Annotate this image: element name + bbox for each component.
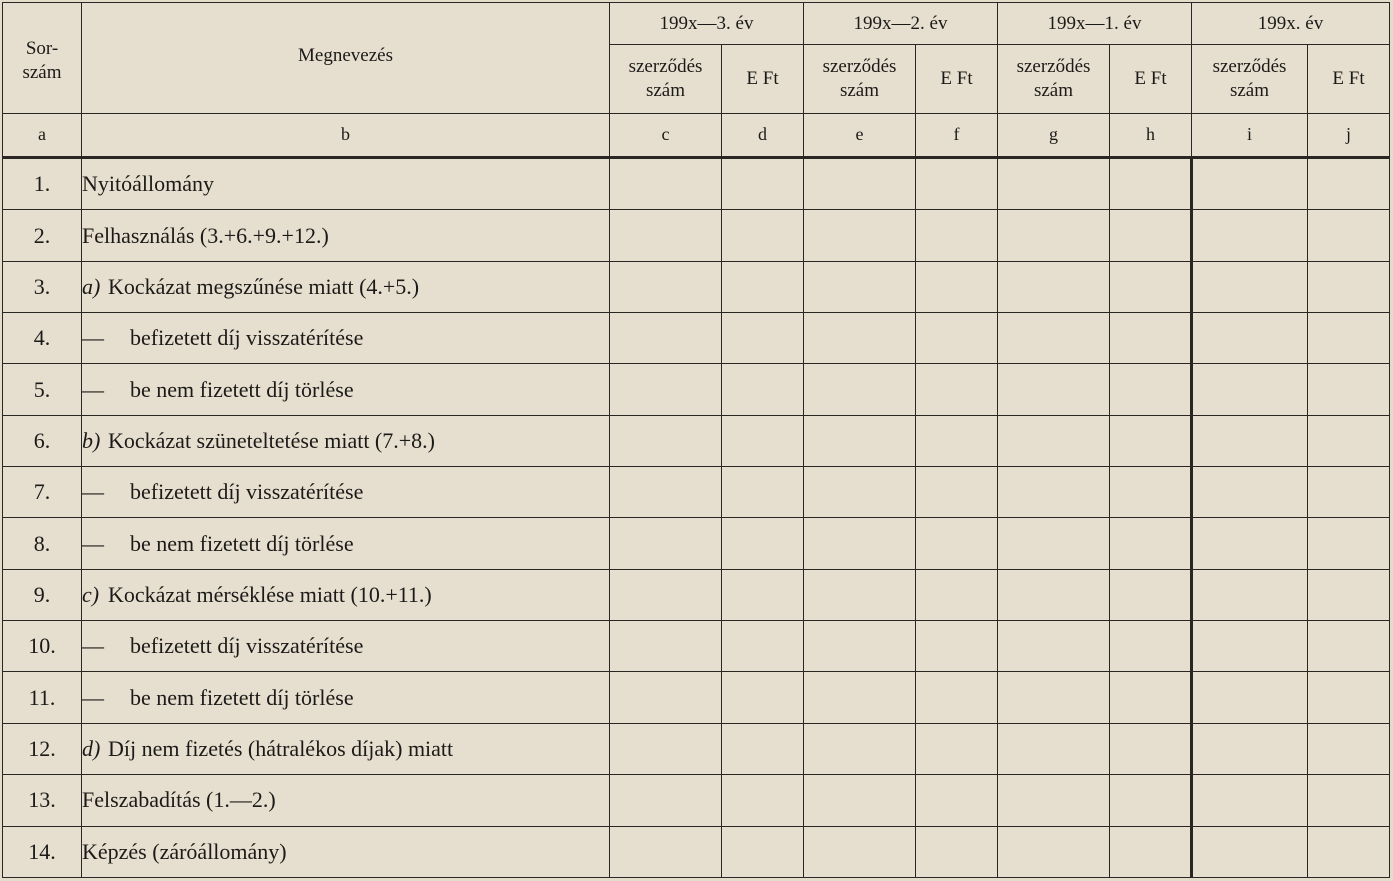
value-cell[interactable] bbox=[916, 775, 998, 826]
year-header-1: 199x—3. év bbox=[610, 3, 804, 45]
column-letter: b bbox=[82, 113, 610, 157]
table-row bbox=[3, 261, 1390, 312]
table-row bbox=[3, 415, 1390, 466]
year-header-3: 199x—1. év bbox=[998, 3, 1192, 45]
contract-count-cell[interactable] bbox=[804, 621, 916, 672]
value-cell[interactable] bbox=[1308, 158, 1390, 210]
value-cell[interactable] bbox=[1110, 672, 1192, 723]
value-cell[interactable] bbox=[1110, 313, 1192, 364]
value-cell[interactable] bbox=[1308, 672, 1390, 723]
contract-count-cell[interactable] bbox=[804, 569, 916, 620]
contract-count-cell[interactable] bbox=[998, 158, 1110, 210]
value-cell[interactable] bbox=[916, 364, 998, 415]
table-row bbox=[3, 826, 1390, 877]
contract-count-cell[interactable] bbox=[1192, 158, 1308, 210]
value-cell[interactable] bbox=[722, 826, 804, 877]
column-letter: d bbox=[722, 113, 804, 157]
row-label-cell bbox=[82, 826, 610, 877]
contract-count-cell[interactable] bbox=[610, 364, 722, 415]
row-label-cell bbox=[82, 621, 610, 672]
value-cell[interactable] bbox=[722, 313, 804, 364]
row-dash: — bbox=[82, 376, 104, 402]
contract-count-cell[interactable] bbox=[1192, 415, 1308, 466]
contract-count-cell[interactable] bbox=[1192, 313, 1308, 364]
row-label-cell bbox=[82, 210, 610, 261]
contract-count-cell[interactable] bbox=[804, 261, 916, 312]
contract-count-cell[interactable] bbox=[610, 672, 722, 723]
contract-count-cell[interactable] bbox=[1192, 621, 1308, 672]
value-cell[interactable] bbox=[916, 415, 998, 466]
contract-count-cell[interactable] bbox=[610, 467, 722, 518]
table-row bbox=[3, 672, 1390, 723]
contract-count-header: szerződés szám bbox=[998, 45, 1110, 113]
row-label: be nem fizetett díj törlése bbox=[130, 530, 354, 556]
value-cell[interactable] bbox=[916, 826, 998, 877]
row-number: 2. bbox=[3, 210, 82, 261]
value-eft-header: E Ft bbox=[1110, 45, 1192, 113]
row-label: befizetett díj visszatérítése bbox=[130, 325, 364, 351]
contract-count-cell[interactable] bbox=[610, 621, 722, 672]
row-label-cell bbox=[82, 415, 610, 466]
row-label-cell bbox=[82, 569, 610, 620]
year-header-4: 199x. év bbox=[1192, 3, 1390, 45]
value-cell[interactable] bbox=[722, 518, 804, 569]
value-cell[interactable] bbox=[722, 621, 804, 672]
column-letter: h bbox=[1110, 113, 1192, 157]
value-cell[interactable] bbox=[1308, 518, 1390, 569]
value-eft-header: E Ft bbox=[1308, 45, 1390, 113]
contract-count-cell[interactable] bbox=[804, 723, 916, 774]
row-marker: b) bbox=[82, 427, 101, 453]
table-row bbox=[3, 467, 1390, 518]
value-cell[interactable] bbox=[1308, 467, 1390, 518]
value-eft-header: E Ft bbox=[722, 45, 804, 113]
column-letter: e bbox=[804, 113, 916, 157]
value-cell[interactable] bbox=[1308, 364, 1390, 415]
value-cell[interactable] bbox=[916, 621, 998, 672]
row-label: Nyitóállomány bbox=[82, 171, 214, 197]
contract-count-cell[interactable] bbox=[804, 210, 916, 261]
value-cell[interactable] bbox=[722, 158, 804, 210]
contract-count-cell[interactable] bbox=[804, 415, 916, 466]
value-cell[interactable] bbox=[722, 415, 804, 466]
row-dash: — bbox=[82, 530, 104, 556]
value-cell[interactable] bbox=[1308, 261, 1390, 312]
contract-count-cell[interactable] bbox=[610, 723, 722, 774]
row-number: 8. bbox=[3, 518, 82, 569]
row-number: 12. bbox=[3, 723, 82, 774]
contract-count-cell[interactable] bbox=[1192, 569, 1308, 620]
row-number: 14. bbox=[3, 826, 82, 877]
row-label-cell bbox=[82, 313, 610, 364]
contract-count-cell[interactable] bbox=[610, 415, 722, 466]
data-form-table bbox=[2, 2, 1390, 878]
contract-count-cell[interactable] bbox=[1192, 364, 1308, 415]
row-label-cell bbox=[82, 261, 610, 312]
column-letter: c bbox=[610, 113, 722, 157]
column-letter: j bbox=[1308, 113, 1390, 157]
contract-count-cell[interactable] bbox=[1192, 775, 1308, 826]
value-cell[interactable] bbox=[916, 467, 998, 518]
value-cell[interactable] bbox=[722, 364, 804, 415]
row-dash: — bbox=[82, 325, 104, 351]
contract-count-cell[interactable] bbox=[804, 364, 916, 415]
contract-count-cell[interactable] bbox=[998, 723, 1110, 774]
value-cell[interactable] bbox=[1308, 210, 1390, 261]
table-row bbox=[3, 364, 1390, 415]
value-cell[interactable] bbox=[1110, 569, 1192, 620]
value-cell[interactable] bbox=[722, 723, 804, 774]
contract-count-header: szerződés szám bbox=[610, 45, 722, 113]
value-cell[interactable] bbox=[1110, 467, 1192, 518]
row-dash: — bbox=[82, 633, 104, 659]
row-label: Kockázat mérséklése miatt (10.+11.) bbox=[108, 581, 432, 607]
row-dash: — bbox=[82, 479, 104, 505]
contract-count-cell[interactable] bbox=[1192, 518, 1308, 569]
value-cell[interactable] bbox=[722, 210, 804, 261]
value-cell[interactable] bbox=[916, 723, 998, 774]
value-cell[interactable] bbox=[1110, 826, 1192, 877]
table-row bbox=[3, 518, 1390, 569]
contract-count-cell[interactable] bbox=[998, 313, 1110, 364]
row-label: befizetett díj visszatérítése bbox=[130, 633, 364, 659]
value-cell[interactable] bbox=[722, 775, 804, 826]
contract-count-cell[interactable] bbox=[998, 672, 1110, 723]
value-cell[interactable] bbox=[916, 313, 998, 364]
value-cell[interactable] bbox=[916, 518, 998, 569]
year-header-2: 199x—2. év bbox=[804, 3, 998, 45]
contract-count-cell[interactable] bbox=[998, 826, 1110, 877]
row-label: Felszabadítás (1.—2.) bbox=[82, 787, 276, 813]
value-cell[interactable] bbox=[1110, 723, 1192, 774]
row-number: 3. bbox=[3, 261, 82, 312]
row-number: 11. bbox=[3, 672, 82, 723]
contract-count-cell[interactable] bbox=[998, 364, 1110, 415]
contract-count-header: szerződés szám bbox=[1192, 45, 1308, 113]
value-cell[interactable] bbox=[1110, 621, 1192, 672]
value-cell[interactable] bbox=[1110, 158, 1192, 210]
row-marker: d) bbox=[82, 736, 101, 761]
row-label-cell bbox=[82, 467, 610, 518]
value-cell[interactable] bbox=[1308, 826, 1390, 877]
contract-count-cell[interactable] bbox=[610, 826, 722, 877]
row-label-cell bbox=[82, 158, 610, 210]
value-cell[interactable] bbox=[1308, 313, 1390, 364]
row-label: Díj nem fizetés (hátralékos díjak) miatt bbox=[108, 736, 454, 761]
contract-count-cell[interactable] bbox=[998, 261, 1110, 312]
column-letter: g bbox=[998, 113, 1110, 157]
contract-count-cell[interactable] bbox=[1192, 467, 1308, 518]
row-number: 10. bbox=[3, 621, 82, 672]
row-label: be nem fizetett díj törlése bbox=[130, 684, 354, 710]
value-cell[interactable] bbox=[722, 569, 804, 620]
row-label-cell bbox=[82, 672, 610, 723]
sorszam-header: Sor- szám bbox=[3, 3, 82, 114]
column-letter-row bbox=[3, 113, 1390, 157]
row-dash: — bbox=[82, 684, 104, 710]
row-number: 5. bbox=[3, 364, 82, 415]
value-cell[interactable] bbox=[1308, 569, 1390, 620]
value-cell[interactable] bbox=[1110, 261, 1192, 312]
value-cell[interactable] bbox=[1110, 210, 1192, 261]
contract-count-cell[interactable] bbox=[998, 775, 1110, 826]
contract-count-cell[interactable] bbox=[1192, 723, 1308, 774]
row-label-cell bbox=[82, 518, 610, 569]
megnevezes-header: Megnevezés bbox=[82, 3, 610, 114]
value-cell[interactable] bbox=[1308, 723, 1390, 774]
row-number: 6. bbox=[3, 415, 82, 466]
value-cell[interactable] bbox=[1308, 775, 1390, 826]
value-cell[interactable] bbox=[916, 569, 998, 620]
table-row bbox=[3, 210, 1390, 261]
row-marker: c) bbox=[82, 581, 100, 607]
contract-count-cell[interactable] bbox=[804, 775, 916, 826]
value-cell[interactable] bbox=[722, 261, 804, 312]
value-cell[interactable] bbox=[916, 158, 998, 210]
contract-count-cell[interactable] bbox=[610, 313, 722, 364]
contract-count-cell[interactable] bbox=[1192, 826, 1308, 877]
contract-count-cell[interactable] bbox=[804, 313, 916, 364]
row-label-cell bbox=[82, 775, 610, 826]
value-cell[interactable] bbox=[722, 467, 804, 518]
value-cell[interactable] bbox=[1308, 621, 1390, 672]
row-label-cell bbox=[82, 723, 610, 774]
row-label: Kockázat szüneteltetése miatt (7.+8.) bbox=[108, 427, 435, 453]
table-row bbox=[3, 313, 1390, 364]
value-cell[interactable] bbox=[1110, 775, 1192, 826]
contract-count-cell[interactable] bbox=[998, 467, 1110, 518]
column-letter: i bbox=[1192, 113, 1308, 157]
contract-count-cell[interactable] bbox=[610, 518, 722, 569]
row-label: befizetett díj visszatérítése bbox=[130, 479, 364, 505]
row-number: 4. bbox=[3, 313, 82, 364]
value-cell[interactable] bbox=[916, 210, 998, 261]
contract-count-header: szerződés szám bbox=[804, 45, 916, 113]
table-row bbox=[3, 621, 1390, 672]
contract-count-cell[interactable] bbox=[804, 672, 916, 723]
row-label: Kockázat megszűnése miatt (4.+5.) bbox=[108, 273, 420, 299]
column-letter: f bbox=[916, 113, 998, 157]
contract-count-cell[interactable] bbox=[998, 621, 1110, 672]
value-cell[interactable] bbox=[722, 672, 804, 723]
row-number: 7. bbox=[3, 467, 82, 518]
row-number: 9. bbox=[3, 569, 82, 620]
contract-count-cell[interactable] bbox=[804, 826, 916, 877]
contract-count-cell[interactable] bbox=[610, 261, 722, 312]
row-label: Képzés (záróállomány) bbox=[82, 838, 287, 864]
row-label: be nem fizetett díj törlése bbox=[130, 376, 354, 402]
contract-count-cell[interactable] bbox=[998, 569, 1110, 620]
row-marker: a) bbox=[82, 273, 101, 299]
table-row bbox=[3, 569, 1390, 620]
contract-count-cell[interactable] bbox=[610, 569, 722, 620]
row-number: 1. bbox=[3, 158, 82, 210]
contract-count-cell[interactable] bbox=[1192, 672, 1308, 723]
contract-count-cell[interactable] bbox=[610, 158, 722, 210]
column-letter: a bbox=[3, 113, 82, 157]
contract-count-cell[interactable] bbox=[610, 210, 722, 261]
row-label: Felhasználás (3.+6.+9.+12.) bbox=[82, 222, 329, 248]
contract-count-cell[interactable] bbox=[804, 158, 916, 210]
header-year-row bbox=[3, 3, 1390, 45]
table-row bbox=[3, 723, 1390, 774]
value-cell[interactable] bbox=[1308, 415, 1390, 466]
value-cell[interactable] bbox=[1110, 518, 1192, 569]
value-eft-header: E Ft bbox=[916, 45, 998, 113]
contract-count-cell[interactable] bbox=[998, 518, 1110, 569]
row-label-cell bbox=[82, 364, 610, 415]
contract-count-cell[interactable] bbox=[610, 775, 722, 826]
contract-count-cell[interactable] bbox=[1192, 261, 1308, 312]
contract-count-cell[interactable] bbox=[998, 415, 1110, 466]
value-cell[interactable] bbox=[916, 261, 998, 312]
value-cell[interactable] bbox=[1110, 364, 1192, 415]
table-row bbox=[3, 775, 1390, 826]
table-row bbox=[3, 158, 1390, 210]
contract-count-cell[interactable] bbox=[804, 467, 916, 518]
contract-count-cell[interactable] bbox=[1192, 210, 1308, 261]
contract-count-cell[interactable] bbox=[804, 518, 916, 569]
value-cell[interactable] bbox=[1110, 415, 1192, 466]
contract-count-cell[interactable] bbox=[998, 210, 1110, 261]
row-number: 13. bbox=[3, 775, 82, 826]
value-cell[interactable] bbox=[916, 672, 998, 723]
